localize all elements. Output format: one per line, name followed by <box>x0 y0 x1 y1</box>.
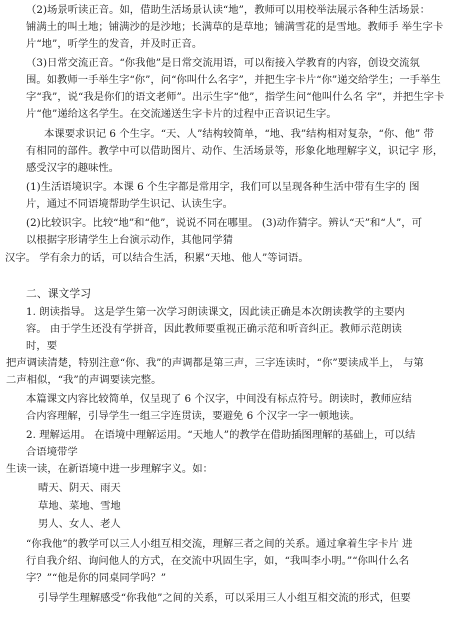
text-line: 引导学生理解感受“你我他”之间的关系，可以采用三人小组互相交流的形式，但要 <box>38 592 411 604</box>
text-line: 围。如教师一手举生字“你”，问“你叫什么名字”，并把生字卡片“你”递交给学生；一手举生 <box>26 74 441 86</box>
text-line: 铺满土的叫土地；铺满沙的是沙地；长满草的是草地；铺满雪花的是雪地。教师手 举生字卡 <box>26 21 444 33</box>
text-line: 片，通过不同语境帮助学生识记、认读生字。 <box>26 198 233 210</box>
text-line: 2. 理解运用。 在语境中理解运用。“天地人”的教学在借助插图理解的基础上，可以结 <box>26 429 416 441</box>
text-line: (1)生活语境识字。本课 6 个生字都是常用字，我们可以呈现各种生活中带有生字的 图 <box>26 181 420 193</box>
word-list-line: 男人、女人、老人 <box>38 518 121 530</box>
text-line: 字？”“他是你的同桌同学吗？” <box>26 572 167 584</box>
section-heading: 二、课文学习 <box>26 287 92 300</box>
text-line: 时，要 <box>26 340 58 352</box>
text-line: （2)场景听读正音。如，借助生活场景认读“地”，教师可以用校举法展示各种生活场景： <box>26 4 431 16</box>
word-list-line: 晴天、阴天、雨天 <box>38 482 121 494</box>
text-line: 二声相似，“我”的声调要读完整。 <box>6 374 162 386</box>
text-line: 行自我介绍、询问他人的方式，在交流中巩固生字，如，“我叫李小明。”“你叫什么名 <box>26 555 410 567</box>
text-line: 本课要求识记 6 个生字。“天、人”结构较简单，“地、我”结构相对复杂，“你、他” 带 <box>44 128 434 140</box>
text-line: (2)比较识字。比较“地”和“他”，说说不同在哪里。 (3)动作猜字。辨认“天”和“人”，可 <box>26 217 423 229</box>
text-line: 感受汉字的趣味性。 <box>26 162 120 174</box>
text-line: 片“地”，听学生的发音，并及时正音。 <box>26 38 203 50</box>
text-line: 合语境带学 <box>26 446 78 458</box>
text-line: 有相同的部件。教学中可以借助图片、动作、生活场景等，形象化地理解字义，识记字 形， <box>26 145 444 157</box>
text-line: 生读一读，在新语境中进一步理解字义。如： <box>6 463 213 475</box>
text-line: 1. 朗读指导。 这是学生第一次学习朗读课文，因此读正确是本次朗读教学的主要内 <box>26 306 405 318</box>
text-line: 汉字。 学有余力的话，可以结合生活，积累“天地、他人”等词语。 <box>5 252 309 264</box>
text-line: （3)日常交流正音。“你我他”是日常交流用语，可以衔接入学教育的内容，创设交流氛 <box>26 57 420 69</box>
text-line: 合内容理解，引导学生一组三字连贯读，要避免 6 个汉字一字一顿地读。 <box>26 410 360 422</box>
text-line: “你我他”的教学可以三人小组互相交流，理解三者之间的关系。通过拿着生字卡片 进 <box>26 538 413 550</box>
text-line: 把声调读清楚，特别注意“你、我”的声调都是第三声，三字连读时，“你”要读成半上， 与第 <box>6 357 424 369</box>
text-line: 以根据字形请学生上台演示动作，其他同学猜 <box>26 234 233 246</box>
text-line: 本篇课文内容比较简单，仅呈现了 6 个汉字，中间没有标点符号。朗读时，教师应结 <box>26 393 412 405</box>
text-line: 字“我”，说“我是你们的语文老师”。出示生字“他”，指学生问“他叫什么名 字”，并把生字卡 <box>26 91 445 103</box>
word-list-line: 草地、菜地、雪地 <box>38 500 121 512</box>
text-line: 片“他”递给这名学生。在交流递送生字卡片的过程中正音识记生字。 <box>26 108 337 120</box>
text-line: 容。 由于学生还没有学拼音，因此教师要重视正确示范和听音纠正。教师示范朗读 <box>26 323 402 335</box>
